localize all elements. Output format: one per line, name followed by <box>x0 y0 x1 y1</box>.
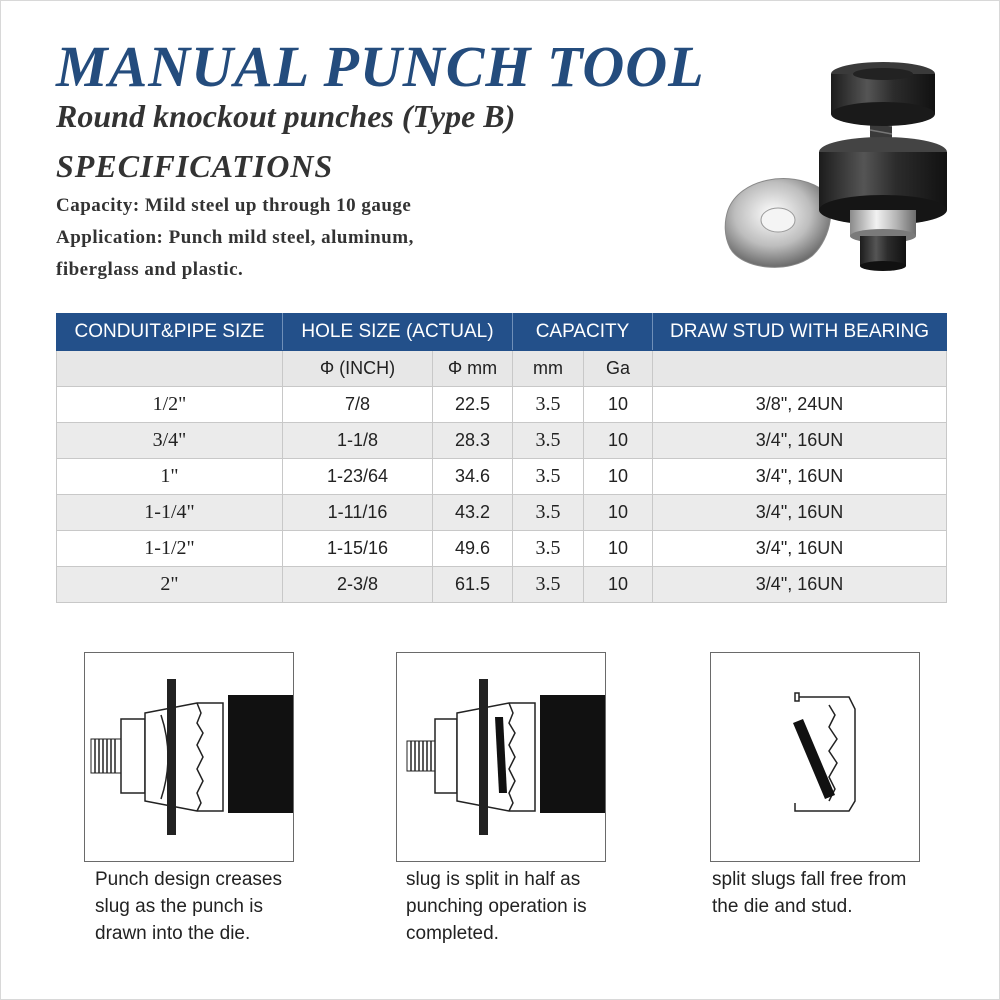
draw-stud-cell: 3/4", 16UN <box>653 423 947 459</box>
page-subtitle: Round knockout punches (Type B) <box>56 98 516 134</box>
unit-row <box>57 351 947 387</box>
conduit-size-cell: 3/4" <box>57 423 283 459</box>
draw-stud-cell: 3/8", 24UN <box>653 387 947 423</box>
capacity-mm-cell: 3.5 <box>513 387 584 423</box>
unit-cell: Φ mm <box>433 351 513 387</box>
capacity-mm-cell: 3.5 <box>513 495 584 531</box>
draw-stud-cell: 3/4", 16UN <box>653 459 947 495</box>
table-row <box>57 387 947 423</box>
caption-line: Punch design creases <box>95 869 282 890</box>
hole-inch-cell: 1-23/64 <box>283 459 433 495</box>
capacity-mm-cell: 3.5 <box>513 567 584 603</box>
caption-line: completed. <box>406 923 499 944</box>
page-title: MANUAL PUNCH TOOL <box>56 34 705 99</box>
capacity-ga-cell: 10 <box>584 387 653 423</box>
hole-inch-cell: 1-11/16 <box>283 495 433 531</box>
application-text-line-2: fiberglass and plastic. <box>56 259 244 280</box>
specifications-table <box>56 313 947 603</box>
hole-inch-cell: 7/8 <box>283 387 433 423</box>
caption-line: drawn into the die. <box>95 923 251 944</box>
caption-line: the die and stud. <box>712 896 853 917</box>
product-photo <box>720 60 970 280</box>
capacity-text: Capacity: Mild steel up through 10 gauge <box>56 195 412 216</box>
conduit-size-cell: 2" <box>57 567 283 603</box>
unit-cell: mm <box>513 351 584 387</box>
hole-mm-cell: 22.5 <box>433 387 513 423</box>
header-conduit-pipe-size: CONDUIT&PIPE SIZE <box>57 314 283 351</box>
application-text-line-1: Application: Punch mild steel, aluminum, <box>56 227 414 248</box>
caption-line: slug is split in half as <box>406 869 581 890</box>
table-row <box>57 459 947 495</box>
header-hole-size: HOLE SIZE (ACTUAL) <box>283 314 513 351</box>
unit-cell <box>653 351 947 387</box>
table-header-row <box>57 314 947 351</box>
hole-inch-cell: 1-1/8 <box>283 423 433 459</box>
capacity-ga-cell: 10 <box>584 459 653 495</box>
hole-inch-cell: 2-3/8 <box>283 567 433 603</box>
unit-cell: Φ (INCH) <box>283 351 433 387</box>
capacity-ga-cell: 10 <box>584 423 653 459</box>
capacity-ga-cell: 10 <box>584 495 653 531</box>
header-draw-stud: DRAW STUD WITH BEARING <box>653 314 947 351</box>
capacity-ga-cell: 10 <box>584 531 653 567</box>
capacity-ga-cell: 10 <box>584 567 653 603</box>
capacity-mm-cell: 3.5 <box>513 459 584 495</box>
hole-mm-cell: 43.2 <box>433 495 513 531</box>
capacity-mm-cell: 3.5 <box>513 531 584 567</box>
draw-stud-cell: 3/4", 16UN <box>653 567 947 603</box>
table-row <box>57 567 947 603</box>
conduit-size-cell: 1-1/2" <box>57 531 283 567</box>
caption-step-2 <box>406 866 587 947</box>
conduit-size-cell: 1" <box>57 459 283 495</box>
unit-cell: Ga <box>584 351 653 387</box>
caption-step-3 <box>712 866 906 920</box>
hole-mm-cell: 49.6 <box>433 531 513 567</box>
caption-step-1 <box>95 866 282 947</box>
capacity-mm-cell: 3.5 <box>513 423 584 459</box>
table-row <box>57 495 947 531</box>
table-row <box>57 531 947 567</box>
hole-inch-cell: 1-15/16 <box>283 531 433 567</box>
specifications-heading: SPECIFICATIONS <box>56 148 334 184</box>
caption-line: punching operation is <box>406 896 587 917</box>
diagram-slug-split <box>396 652 606 862</box>
draw-stud-cell: 3/4", 16UN <box>653 531 947 567</box>
conduit-size-cell: 1/2" <box>57 387 283 423</box>
hole-mm-cell: 28.3 <box>433 423 513 459</box>
table-row <box>57 423 947 459</box>
unit-cell <box>57 351 283 387</box>
hole-mm-cell: 34.6 <box>433 459 513 495</box>
hole-mm-cell: 61.5 <box>433 567 513 603</box>
diagram-slugs-fall-free <box>710 652 920 862</box>
caption-line: split slugs fall free from <box>712 869 907 890</box>
caption-line: slug as the punch is <box>95 896 263 917</box>
conduit-size-cell: 1-1/4" <box>57 495 283 531</box>
header-capacity: CAPACITY <box>513 314 653 351</box>
diagram-punch-creases-slug <box>84 652 294 862</box>
draw-stud-cell: 3/4", 16UN <box>653 495 947 531</box>
